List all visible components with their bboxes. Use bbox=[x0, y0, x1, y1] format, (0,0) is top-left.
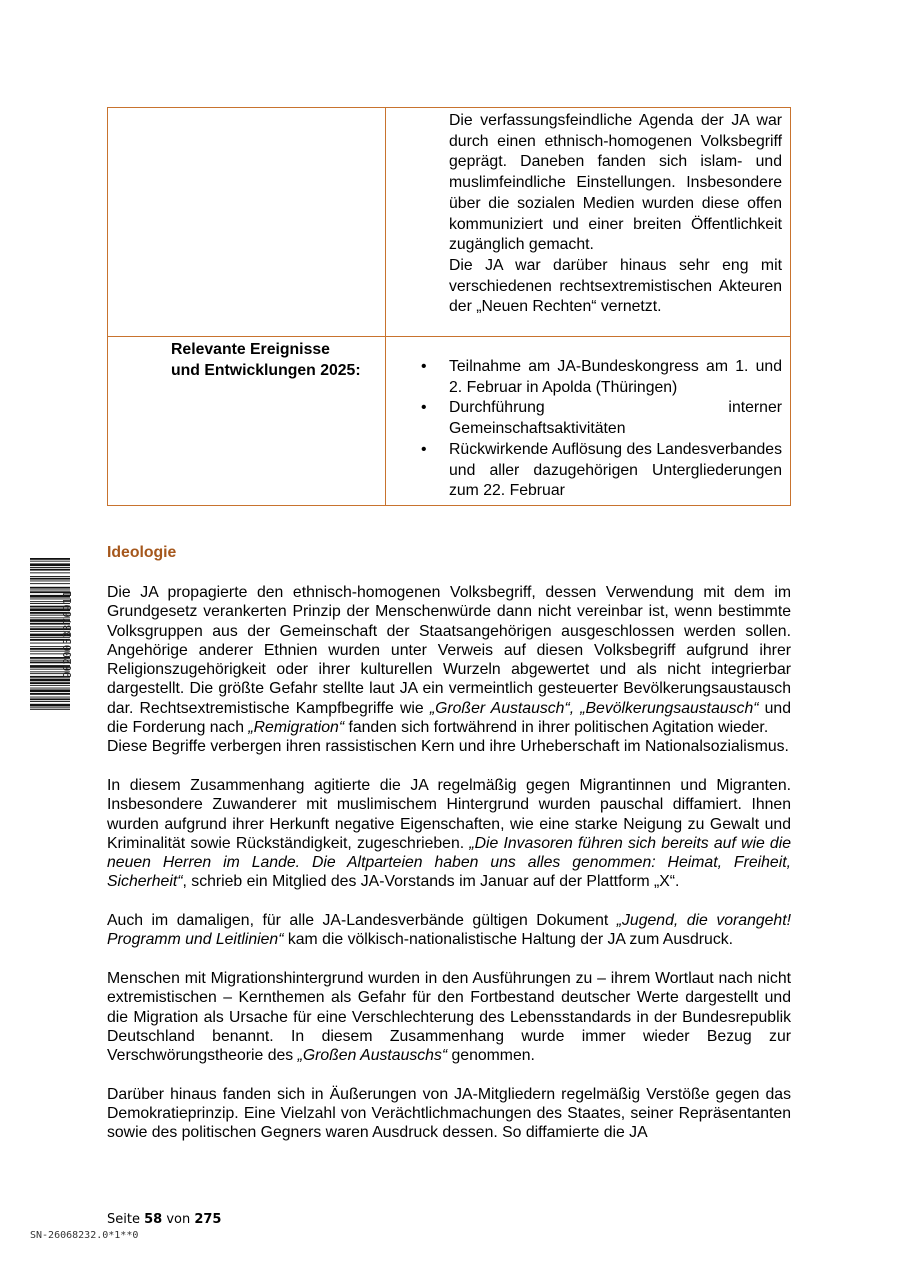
paragraph bbox=[107, 911, 791, 950]
quote-term: „Großer Austausch“, „Bevölkerungsaustausch“ bbox=[429, 699, 759, 717]
text-run: genommen. bbox=[447, 1047, 535, 1065]
list-item: • Rückwirkende Auflösung des Landesverbandes und aller dazugehörigen Untergliederungen zum 22. Februar bbox=[449, 440, 782, 502]
table-label-cell bbox=[108, 337, 386, 506]
text-run: In diesem Zusammenhang agitierte die JA regelmäßig gegen Migrantinnen und Migranten. Insbesondere Zuwanderer mit muslimischem Hintergrund wurden pauschal diffamiert. Ihnen wurden aufgrund ihrer Herkunft negative Eigenschaften, wie eine starke Neigung zu Gewalt und Kriminalität sowie Rückständigkeit, zugeschrieben. bbox=[107, 776, 791, 852]
table-label-cell-empty bbox=[108, 108, 386, 337]
text-run: Die JA propagierte den ethnisch-homogenen Volksbegriff, dessen Verwendung mit dem im Grundgesetz verankerten Prinzip der Menschenwürde dann nicht vereinbar ist, wenn bestimmte Volksgruppen aus der Gemeinschaft der Staatsangehörigen ausgeschlossen werden sollen. Angehörige anderer Ethnien wurden unter Verweis auf diesen Volksbegriff aufgrund ihrer Religionszugehörigkeit oder ihrer kulturellen Wurzeln abgewertet und als nicht integrierbar dargestellt. Die größte Gefahr stellte laut JA ein vermeintlich gesteuerter Bevölkerungsaustausch dar. Rechtsextremistische Kampfbegriffe wie bbox=[107, 584, 791, 717]
page-prefix: Seite bbox=[107, 1212, 145, 1227]
info-table bbox=[107, 107, 791, 506]
quote-term: „Remigration“ bbox=[248, 719, 345, 737]
text-run: Auch im damaligen, für alle JA-Landesverbände gültigen Dokument bbox=[107, 912, 617, 930]
events-label-line: Relevante Ereignisse bbox=[171, 341, 330, 358]
paragraph bbox=[107, 583, 791, 737]
total-pages: 275 bbox=[194, 1212, 222, 1227]
page-separator: von bbox=[162, 1212, 195, 1227]
table-content-cell bbox=[386, 108, 791, 337]
events-label bbox=[171, 340, 385, 381]
agenda-paragraph: Die verfassungsfeindliche Agenda der JA war durch einen ethnisch-homogenen Volksbegriff geprägt. Daneben fanden sich islam- und muslimfeindliche Einstellungen. Insbesondere über die sozialen Medien wurden diese offen kommuniziert und einer breiten Öffentlichkeit zugänglich gemacht. bbox=[449, 112, 782, 254]
table-row bbox=[108, 108, 791, 337]
current-page: 58 bbox=[144, 1212, 163, 1227]
text-run: fanden sich fortwährend in ihrer politischen Agitation wieder. bbox=[344, 719, 769, 737]
text-run: kam die völkisch-nationalistische Haltung der JA zum Ausdruck. bbox=[283, 931, 734, 949]
paragraph: Darüber hinaus fanden sich in Äußerungen von JA-Mitgliedern regelmäßig Verstöße gegen das Demokratieprinzip. Eine Vielzahl von Verächtlichmachungen des Staates, seiner Repräsentanten sowie des politischen Gegners waren Ausdruck dessen. So diffamierte die JA bbox=[107, 1085, 791, 1142]
list-item: • Teilnahme am JA-Bundeskongress am 1. und 2. Februar in Apolda (Thüringen) bbox=[449, 357, 782, 398]
quote-citation: „Die Invasoren führen sich bereits auf wie die neuen Herren im Lande. Die Altparteien haben uns alles genommen: Heimat, Freiheit, Sicherheit“ bbox=[107, 834, 792, 891]
body-text bbox=[107, 583, 791, 1143]
paragraph: Diese Begriffe verbergen ihren rassistischen Kern und ihre Urheberschaft im Nationalsozialismus. bbox=[107, 738, 789, 756]
section-heading-ideologie: Ideologie bbox=[107, 544, 177, 561]
text-run: , schrieb ein Mitglied des JA-Vorstands im Januar auf der Plattform „X“. bbox=[182, 873, 680, 891]
events-label-line: und Entwicklungen 2025: bbox=[171, 361, 361, 379]
text-run: Menschen mit Migrationshintergrund wurden in den Ausführungen zu – ihrem Wortlaut nach nicht extremistischen – Kernthemen als Gefahr für den Fortbestand deutscher Werte dargestellt und die Migration als Ursache für eine Verschlechterung des Lebensstandards in der Bundesrepublik Deutschland benannt. In diesem Zusammenhang wurde immer wieder Bezug zur Verschwörungstheorie des bbox=[107, 969, 791, 1065]
document-title: „Jugend, die vorangeht! Programm und Leitlinien“ bbox=[107, 912, 791, 949]
network-paragraph: Die JA war darüber hinaus sehr eng mit verschiedenen rechtsextremistischen Akteuren der „Neuen Rechten“ vernetzt. bbox=[449, 256, 782, 316]
paragraph bbox=[107, 969, 791, 1065]
page-number bbox=[107, 1212, 221, 1227]
text-run: und die Forderung nach bbox=[107, 699, 792, 737]
quote-term: „Großen Austauschs“ bbox=[297, 1047, 448, 1065]
document-code: SN-26068232.0*1**0 bbox=[30, 1230, 139, 1241]
table-row bbox=[108, 337, 791, 506]
paragraph bbox=[107, 776, 791, 892]
events-list bbox=[449, 357, 782, 502]
table-content-cell bbox=[386, 337, 791, 506]
list-item: • Durchführung interner Gemeinschaftsaktivitäten bbox=[449, 398, 782, 439]
barcode-digits: 9020033376911 bbox=[62, 590, 74, 678]
